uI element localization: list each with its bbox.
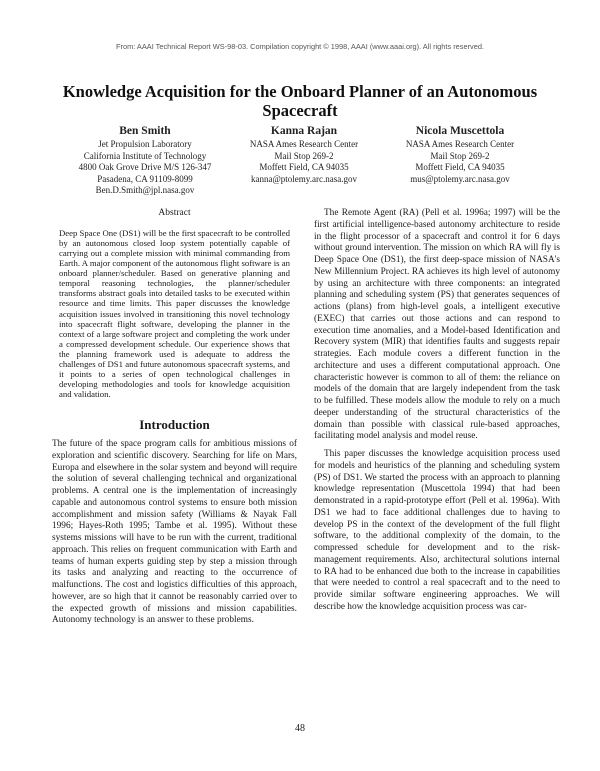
author-address-line: Mail Stop 269-2	[430, 150, 490, 161]
author-affiliation-line: NASA Ames Research Center	[405, 139, 515, 149]
page-number: 48	[295, 723, 305, 734]
paper-title: Knowledge Acquisition for the Onboard Planner of an Autonomous Spacecraft	[62, 82, 538, 120]
author-name: Ben Smith	[119, 125, 171, 137]
author-affiliation-line: NASA Ames Research Center	[249, 139, 359, 149]
author-address-line: Pasadena, CA 91109-8099	[97, 173, 193, 184]
author-block-smith	[50, 124, 240, 197]
author-block-muscettola	[375, 124, 545, 185]
author-name: Kanna Rajan	[270, 125, 338, 137]
author-email: kanna@ptolemy.arc.nasa.gov	[251, 173, 357, 184]
body-paragraph: The Remote Agent (RA) (Pell et al. 1996a; 1997) will be the first artificial intelligence-based autonomy architecture to reside in the flight processor of a spacecraft and control it for 6 days without ground intervention. The mission on which RA will fly is Deep Space One (DS1), the first deep-space mission of NASA's New Millennium Project. RA achieves its high level of autonomy by using an architecture with three components: an integrated planning and scheduling system (PS) that generates sequences of actions (plans) from high-level goals, a intelligent executive (EXEC) that carries out those actions and can respond to execution time anomalies, and a Model-based Identification and Recovery system (MIR) that identifies faults and suggests repair strategies. Each module covers a different function in the architecture and uses a different computational approach. One characteristic however is common to all of them: the reliance on models of the domain that are largely independent from the task to be fulfilled. These models allow the module to rely on a much deeper understanding of the structural characteristics of the domain than possible with classical rule-based approaches, facilitating model analysis and model reuse.	[314, 208, 560, 442]
author-affiliation-line: California Institute of Technology	[83, 150, 207, 161]
body-paragraph: This paper discusses the knowledge acquisition process used for models and heuristics of the planning and scheduling system (PS) of DS1. We started the process with an approach to planning knowledge representation (Muscettola 1994) that had been demonstrated in a rapid-prototype effort (Pell et al. 1996a). With DS1 we had to face additional challenges due to having to develop PS in the context of the development of the full flight software, to the additional complexity of the domain, to the compressed schedule for development and to the risk-management requirements. Also, architectural solutions internal to RA had to be enhanced due both to the increase in capabilities that were needed to control a real spacecraft and to the need to provide similar software engineering approaches. We will describe how the knowledge acquisition process was car-	[314, 449, 560, 612]
introduction-heading: Introduction	[139, 417, 210, 433]
author-name: Nicola Muscettola	[415, 125, 505, 137]
copyright-header: From: AAAI Technical Report WS-98-03. Compilation copyright © 1998, AAAI (www.aaai.org). All rights reserved.	[115, 42, 485, 51]
abstract-text: Deep Space One (DS1) will be the first spacecraft to be controlled by an autonomous closed loop system potentially capable of carrying out a complete mission with minimal commanding from Earth. A major component of the autonomous flight software is an onboard planner/scheduler. Based on generative planning and temporal reasoning technologies, the planner/scheduler transforms abstract goals into detailed tasks to be executed within resource and time limits. This paper discusses the knowledge acquisition issues involved in transitioning this novel technology into spacecraft flight software, developing the planner in the context of a large software project and completing the work under a compressed development schedule. Our experience shows that the planning framework used is adequate to address the challenges of DS1 and future autonomous spacecraft systems, and it points to a series of open technological challenges in developing methodologies and tools for knowledge acquisition and validation.	[59, 227, 290, 400]
abstract-heading: Abstract	[158, 208, 191, 218]
author-affiliation-line: Jet Propulsion Laboratory	[98, 139, 192, 149]
author-email: mus@ptolemy.arc.nasa.gov	[410, 173, 510, 184]
author-address-line: Moffett Field, CA 94035	[259, 162, 349, 173]
author-address-line: 4800 Oak Grove Drive M/S 126-347	[78, 162, 212, 173]
left-column	[52, 208, 297, 627]
author-address-line: Moffett Field, CA 94035	[415, 162, 505, 173]
author-address-line: Mail Stop 269-2	[274, 150, 334, 161]
right-column	[314, 208, 560, 614]
introduction-section	[52, 439, 297, 627]
introduction-text: The future of the space program calls for ambitious missions of exploration and scientific discovery. Searching for life on Mars, Europa and elsewhere in the solar system and beyond will require the solution of several challenging technical and organizational problems. A central one is the implementation of increasingly capable and autonomous control systems to ensure both mission accomplishment and mission safety (Williams & Nayak Fall 1996; Hayes-Roth 1995; Tambe et al. 1995). Without these systems missions will have to be run with the current, traditional approach. This relies on frequent communication with Earth and teams of human experts guiding step by step a mission through its tasks and analyzing and reacting to the occurrence of malfunctions. The cost and logistics difficulties of this approach, however, are so high that it cannot be reasonably carried over to the expected growth of missions and mission capabilities. Autonomy technology is an answer to these problems.	[52, 439, 297, 626]
author-block-rajan	[228, 124, 380, 185]
author-email: Ben.D.Smith@jpl.nasa.gov	[95, 185, 195, 196]
